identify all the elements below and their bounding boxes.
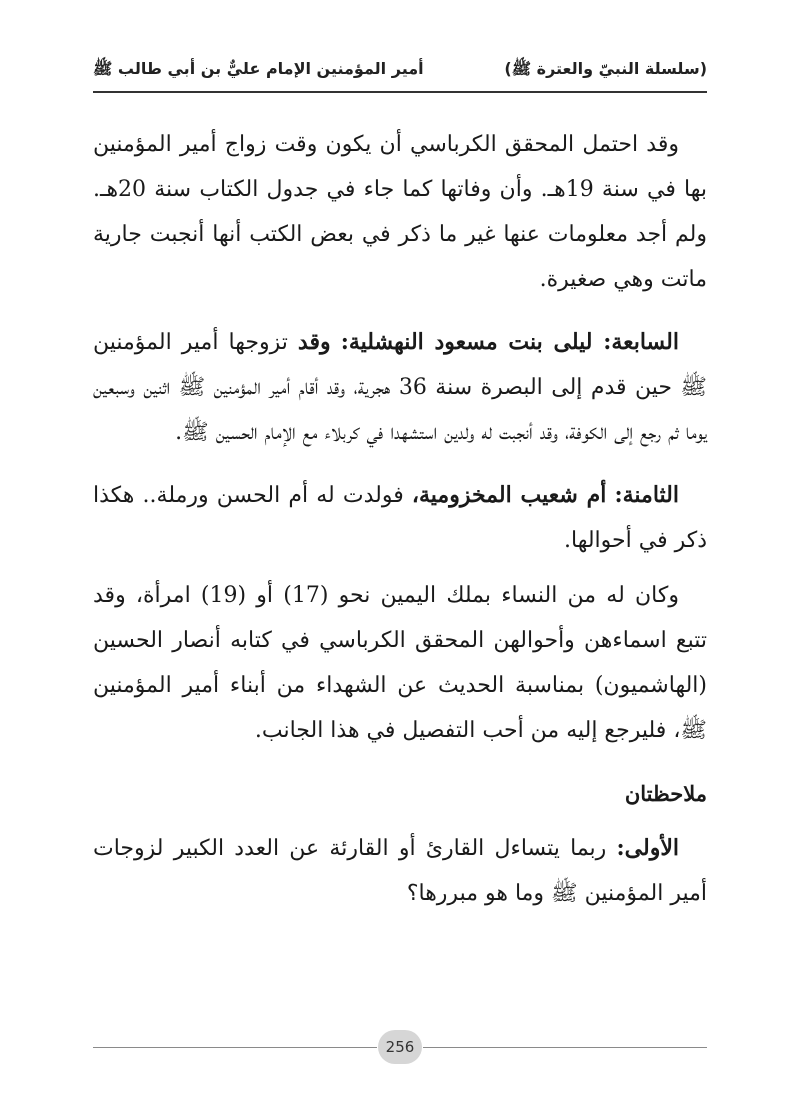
header-book-title: أمير المؤمنين الإمام عليٌّ بن أبي طالب ﷺ (93, 58, 424, 78)
seventh-wife-label: السابعة: ليلى بنت مسعود النهشلية: (340, 329, 679, 355)
header-divider (93, 91, 707, 93)
paragraph-text: وكان له من النساء بملك اليمين نحو (17) أو (19) امرأة، وقد تتبع اسماءهن وأحوالهن المحقق الكرباسي في كتابه أنصار الحسين (الهاشميون) بمناسبة الحديث عن الشهداء من أبناء أمير المؤمنين ﷺ، فليرجع إليه من أحب التفصيل في هذا الجانب. (93, 583, 707, 743)
paragraph-seventh-wife (93, 320, 707, 455)
paragraph-text: وقد احتمل المحقق الكرباسي أن يكون وقت زواج أمير المؤمنين بها في سنة 19هـ. وأن وفاتها كما جاء في جدول الكتاب سنة 20هـ. ولم أجد معلومات عنها غير ما ذكر في بعض الكتب أنها أنجبت جارية ماتت وهي صغيرة. (93, 132, 708, 292)
paragraph-concubines (93, 573, 707, 753)
footer-rule-left (93, 1047, 377, 1048)
footer-rule-right (423, 1047, 707, 1048)
page-number: 256 (385, 1038, 415, 1056)
page-number-badge (378, 1030, 422, 1064)
running-header (93, 54, 707, 86)
header-series-title: (سلسلة النبيّ والعترة ﷺ) (504, 58, 707, 78)
seventh-wife-text: تزوجها أمير المؤمنين ﷺ حين قدم إلى البصرة سنة 36 هجرية، وقد أقام أمير المؤمنين ﷺ اثنين وسبعين يوما ثم رجع إلى الكوفة، وقد أنجبت له ولدين استشهدا في كربلاء مع الإمام الحسين ﷺ. (93, 330, 707, 445)
seventh-wife-bold-start: وقد (297, 329, 331, 355)
page-body (93, 122, 707, 934)
paragraph-kerbasi-estimate (93, 122, 707, 302)
paragraph-first-note (93, 826, 707, 916)
eighth-wife-name: أم شعيب المخزومية، (411, 482, 607, 508)
eighth-wife-text: فولدت له أم الحسن ورملة.. هكذا ذكر في أحوالها. (93, 483, 707, 553)
first-note-label: الأولى: (616, 835, 679, 861)
first-note-text: ربما يتساءل القارئ أو القارئة عن العدد الكبير لزوجات أمير المؤمنين ﷺ وما هو مبررها؟ (93, 836, 707, 906)
eighth-wife-label: الثامنة: (614, 482, 679, 508)
paragraph-eighth-wife (93, 473, 707, 563)
section-heading-notes: ملاحظتان (624, 781, 707, 806)
